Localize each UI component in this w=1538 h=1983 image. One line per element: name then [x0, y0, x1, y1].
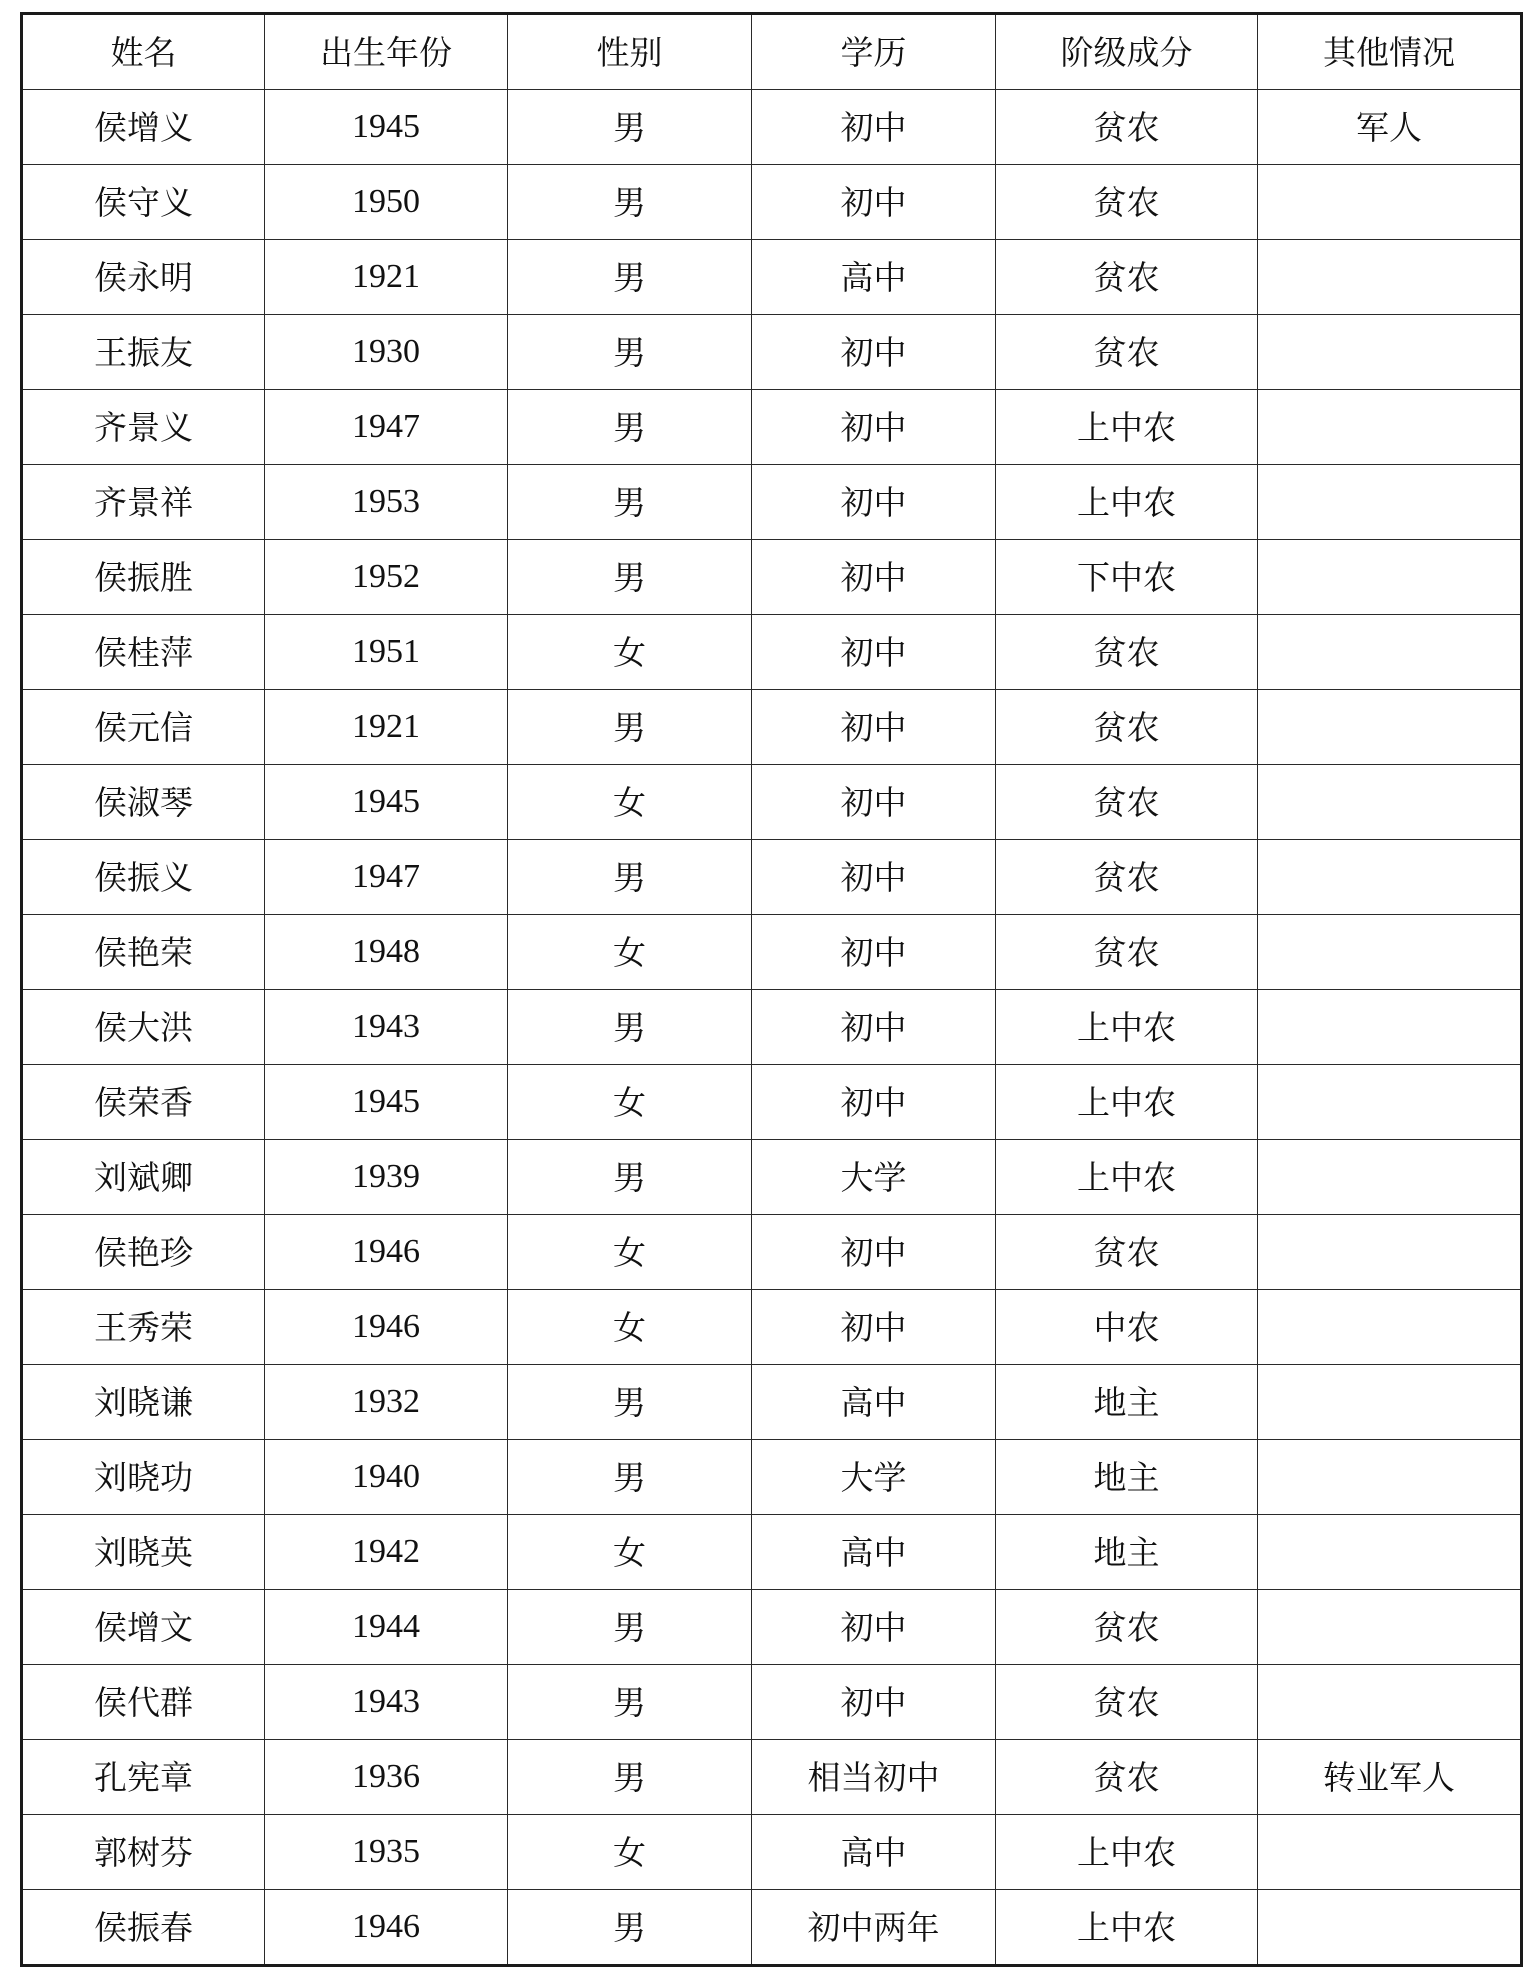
cell-birth-year: 1943	[265, 1665, 508, 1740]
cell-birth-year: 1946	[265, 1290, 508, 1365]
cell-gender: 女	[508, 615, 752, 690]
header-birth-year: 出生年份	[265, 14, 508, 90]
cell-birth-year: 1921	[265, 240, 508, 315]
header-education: 学历	[752, 14, 996, 90]
cell-birth-year: 1943	[265, 990, 508, 1065]
cell-education: 初中	[752, 990, 996, 1065]
table-row	[22, 1665, 1522, 1740]
cell-other: 军人	[1258, 90, 1522, 165]
cell-education: 相当初中	[752, 1740, 996, 1815]
cell-other	[1258, 165, 1522, 240]
cell-gender: 男	[508, 1665, 752, 1740]
cell-class-status: 中农	[996, 1290, 1258, 1365]
cell-other	[1258, 765, 1522, 840]
cell-class-status: 上中农	[996, 1815, 1258, 1890]
cell-education: 高中	[752, 1365, 996, 1440]
cell-education: 初中	[752, 690, 996, 765]
cell-birth-year: 1945	[265, 1065, 508, 1140]
cell-class-status: 上中农	[996, 1140, 1258, 1215]
cell-birth-year: 1951	[265, 615, 508, 690]
table-row	[22, 1515, 1522, 1590]
cell-name: 郭树芬	[22, 1815, 265, 1890]
cell-name: 齐景义	[22, 390, 265, 465]
cell-birth-year: 1946	[265, 1890, 508, 1966]
cell-education: 初中	[752, 615, 996, 690]
cell-education: 初中	[752, 390, 996, 465]
table-row	[22, 465, 1522, 540]
header-other: 其他情况	[1258, 14, 1522, 90]
cell-gender: 女	[508, 915, 752, 990]
cell-class-status: 地主	[996, 1515, 1258, 1590]
cell-other	[1258, 840, 1522, 915]
cell-gender: 女	[508, 1065, 752, 1140]
header-row	[22, 14, 1522, 90]
cell-class-status: 上中农	[996, 465, 1258, 540]
cell-class-status: 上中农	[996, 990, 1258, 1065]
table-row	[22, 390, 1522, 465]
cell-name: 侯淑琴	[22, 765, 265, 840]
cell-gender: 女	[508, 1215, 752, 1290]
cell-education: 初中	[752, 540, 996, 615]
cell-name: 侯元信	[22, 690, 265, 765]
cell-class-status: 上中农	[996, 1065, 1258, 1140]
table-row	[22, 1290, 1522, 1365]
cell-gender: 男	[508, 465, 752, 540]
cell-birth-year: 1945	[265, 90, 508, 165]
cell-name: 侯振义	[22, 840, 265, 915]
cell-education: 初中	[752, 90, 996, 165]
table-row	[22, 1815, 1522, 1890]
cell-other	[1258, 1290, 1522, 1365]
cell-gender: 女	[508, 1515, 752, 1590]
table-row	[22, 90, 1522, 165]
table-row	[22, 315, 1522, 390]
cell-class-status: 贫农	[996, 240, 1258, 315]
cell-education: 初中	[752, 165, 996, 240]
cell-name: 侯大洪	[22, 990, 265, 1065]
cell-class-status: 上中农	[996, 390, 1258, 465]
cell-birth-year: 1950	[265, 165, 508, 240]
cell-birth-year: 1932	[265, 1365, 508, 1440]
table-row	[22, 1890, 1522, 1966]
cell-gender: 男	[508, 990, 752, 1065]
cell-gender: 男	[508, 840, 752, 915]
cell-gender: 男	[508, 240, 752, 315]
table-row	[22, 540, 1522, 615]
cell-other	[1258, 240, 1522, 315]
cell-other	[1258, 1815, 1522, 1890]
cell-gender: 男	[508, 540, 752, 615]
table-row	[22, 1365, 1522, 1440]
cell-birth-year: 1953	[265, 465, 508, 540]
cell-gender: 男	[508, 1890, 752, 1966]
cell-education: 初中	[752, 1290, 996, 1365]
cell-gender: 男	[508, 1365, 752, 1440]
cell-other	[1258, 540, 1522, 615]
cell-name: 侯振春	[22, 1890, 265, 1966]
header-class-status: 阶级成分	[996, 14, 1258, 90]
cell-class-status: 贫农	[996, 1215, 1258, 1290]
cell-name: 侯守义	[22, 165, 265, 240]
cell-gender: 女	[508, 765, 752, 840]
cell-education: 初中	[752, 1665, 996, 1740]
cell-other	[1258, 1365, 1522, 1440]
cell-class-status: 贫农	[996, 1590, 1258, 1665]
cell-other	[1258, 465, 1522, 540]
cell-name: 孔宪章	[22, 1740, 265, 1815]
cell-class-status: 贫农	[996, 90, 1258, 165]
table-row	[22, 840, 1522, 915]
table-row	[22, 615, 1522, 690]
cell-class-status: 贫农	[996, 1665, 1258, 1740]
cell-class-status: 上中农	[996, 1890, 1258, 1966]
cell-gender: 男	[508, 1440, 752, 1515]
table-row	[22, 1440, 1522, 1515]
cell-name: 侯永明	[22, 240, 265, 315]
cell-birth-year: 1944	[265, 1590, 508, 1665]
cell-education: 大学	[752, 1440, 996, 1515]
cell-education: 初中	[752, 315, 996, 390]
cell-birth-year: 1921	[265, 690, 508, 765]
cell-name: 齐景祥	[22, 465, 265, 540]
cell-class-status: 贫农	[996, 690, 1258, 765]
cell-birth-year: 1935	[265, 1815, 508, 1890]
cell-other	[1258, 1515, 1522, 1590]
table-row	[22, 1140, 1522, 1215]
cell-class-status: 贫农	[996, 840, 1258, 915]
cell-other	[1258, 1590, 1522, 1665]
cell-other	[1258, 1215, 1522, 1290]
cell-birth-year: 1936	[265, 1740, 508, 1815]
cell-birth-year: 1948	[265, 915, 508, 990]
cell-gender: 男	[508, 165, 752, 240]
cell-name: 侯桂萍	[22, 615, 265, 690]
cell-birth-year: 1947	[265, 390, 508, 465]
cell-birth-year: 1940	[265, 1440, 508, 1515]
cell-birth-year: 1947	[265, 840, 508, 915]
cell-education: 大学	[752, 1140, 996, 1215]
cell-class-status: 地主	[996, 1365, 1258, 1440]
cell-class-status: 贫农	[996, 765, 1258, 840]
cell-birth-year: 1945	[265, 765, 508, 840]
cell-other: 转业军人	[1258, 1740, 1522, 1815]
cell-education: 初中	[752, 840, 996, 915]
cell-name: 侯艳珍	[22, 1215, 265, 1290]
table-row	[22, 240, 1522, 315]
cell-class-status: 贫农	[996, 615, 1258, 690]
cell-other	[1258, 1890, 1522, 1966]
cell-gender: 男	[508, 390, 752, 465]
cell-education: 初中两年	[752, 1890, 996, 1966]
table-row	[22, 1065, 1522, 1140]
cell-gender: 女	[508, 1815, 752, 1890]
cell-gender: 男	[508, 1740, 752, 1815]
cell-name: 侯振胜	[22, 540, 265, 615]
cell-other	[1258, 1065, 1522, 1140]
cell-other	[1258, 690, 1522, 765]
cell-birth-year: 1952	[265, 540, 508, 615]
cell-education: 初中	[752, 1215, 996, 1290]
cell-education: 初中	[752, 765, 996, 840]
cell-other	[1258, 915, 1522, 990]
cell-gender: 女	[508, 1290, 752, 1365]
cell-gender: 男	[508, 315, 752, 390]
table-row	[22, 690, 1522, 765]
table-row	[22, 1215, 1522, 1290]
cell-name: 王振友	[22, 315, 265, 390]
table-body	[22, 90, 1522, 1966]
table-row	[22, 1740, 1522, 1815]
cell-education: 初中	[752, 1590, 996, 1665]
cell-birth-year: 1946	[265, 1215, 508, 1290]
cell-gender: 男	[508, 690, 752, 765]
cell-name: 刘斌卿	[22, 1140, 265, 1215]
cell-name: 侯增义	[22, 90, 265, 165]
cell-name: 侯荣香	[22, 1065, 265, 1140]
header-name: 姓名	[22, 14, 265, 90]
cell-education: 初中	[752, 465, 996, 540]
cell-other	[1258, 1665, 1522, 1740]
cell-birth-year: 1942	[265, 1515, 508, 1590]
cell-gender: 男	[508, 90, 752, 165]
cell-name: 刘晓功	[22, 1440, 265, 1515]
table-row	[22, 1590, 1522, 1665]
cell-gender: 男	[508, 1590, 752, 1665]
cell-education: 初中	[752, 915, 996, 990]
roster-table	[20, 12, 1523, 1967]
cell-name: 侯艳荣	[22, 915, 265, 990]
cell-name: 侯增文	[22, 1590, 265, 1665]
table-row	[22, 990, 1522, 1065]
cell-other	[1258, 1140, 1522, 1215]
cell-class-status: 地主	[996, 1440, 1258, 1515]
cell-other	[1258, 615, 1522, 690]
cell-gender: 男	[508, 1140, 752, 1215]
cell-other	[1258, 1440, 1522, 1515]
cell-class-status: 下中农	[996, 540, 1258, 615]
cell-birth-year: 1939	[265, 1140, 508, 1215]
cell-education: 初中	[752, 1065, 996, 1140]
cell-class-status: 贫农	[996, 165, 1258, 240]
cell-other	[1258, 390, 1522, 465]
cell-name: 刘晓谦	[22, 1365, 265, 1440]
table-row	[22, 915, 1522, 990]
cell-education: 高中	[752, 1815, 996, 1890]
table-row	[22, 765, 1522, 840]
cell-name: 王秀荣	[22, 1290, 265, 1365]
cell-birth-year: 1930	[265, 315, 508, 390]
cell-class-status: 贫农	[996, 1740, 1258, 1815]
cell-other	[1258, 990, 1522, 1065]
cell-education: 高中	[752, 1515, 996, 1590]
header-gender: 性别	[508, 14, 752, 90]
table-row	[22, 165, 1522, 240]
cell-education: 高中	[752, 240, 996, 315]
cell-other	[1258, 315, 1522, 390]
cell-class-status: 贫农	[996, 915, 1258, 990]
cell-name: 刘晓英	[22, 1515, 265, 1590]
cell-class-status: 贫农	[996, 315, 1258, 390]
cell-name: 侯代群	[22, 1665, 265, 1740]
